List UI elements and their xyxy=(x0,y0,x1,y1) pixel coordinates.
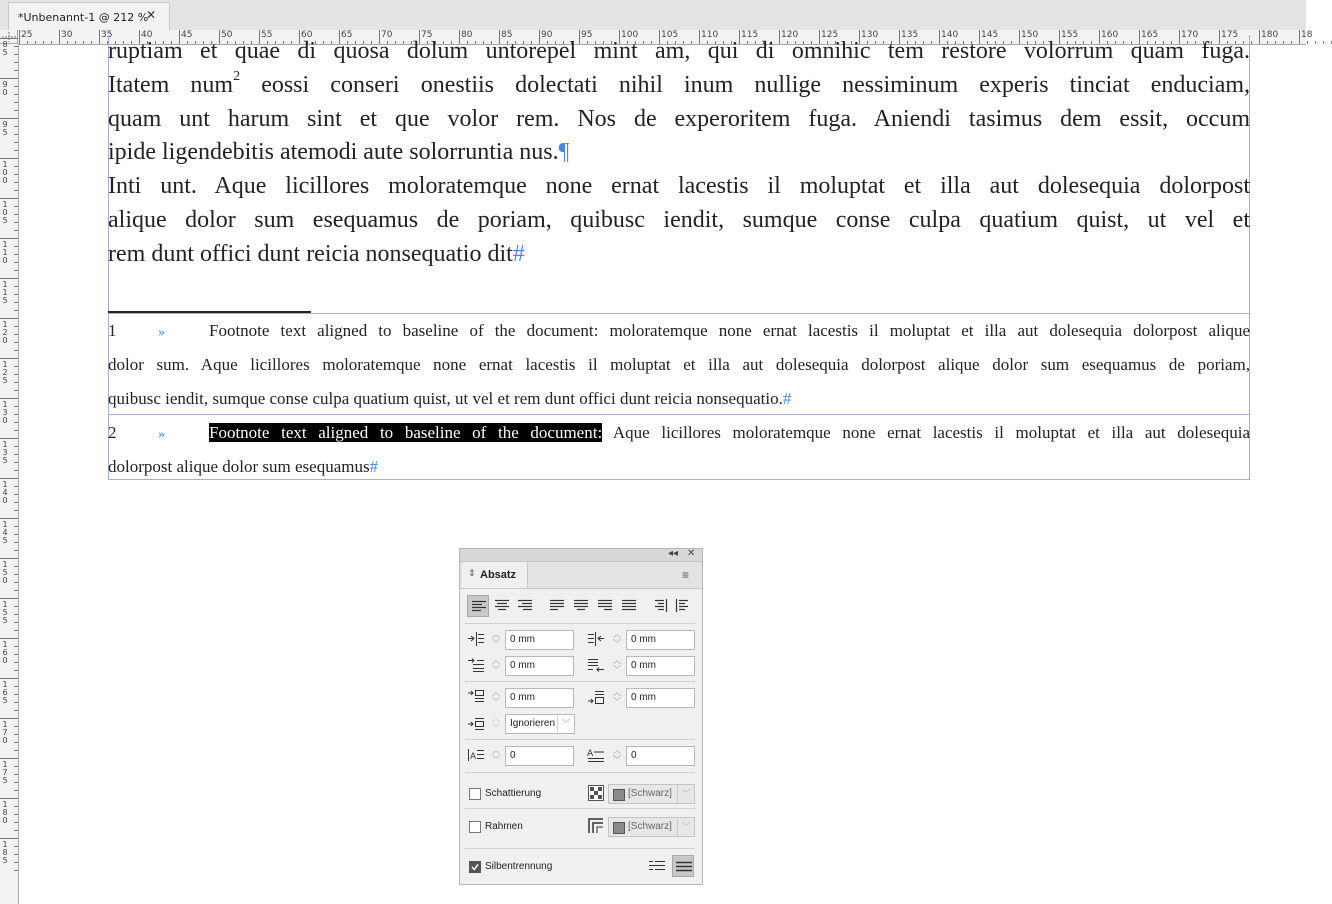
ruler-tick xyxy=(14,350,18,351)
ruler-tick xyxy=(14,726,18,727)
ruler-label: 1 5 0 xyxy=(2,560,8,585)
ruler-tick xyxy=(14,686,18,687)
ruler-tick xyxy=(14,822,18,823)
ruler-tick xyxy=(14,830,18,831)
ruler-tick xyxy=(14,622,18,623)
ruler-label: 110 xyxy=(701,30,719,40)
footnote-number: 2 xyxy=(108,423,117,442)
ruler-tick xyxy=(14,470,18,471)
ruler-tick xyxy=(0,598,18,599)
right-indent-field[interactable]: 0 mm xyxy=(626,630,695,650)
ruler-label: 1 3 5 xyxy=(2,440,8,465)
panel-divider xyxy=(465,681,695,682)
chevron-down-icon[interactable]: ﹀ xyxy=(557,715,574,733)
ruler-tick xyxy=(14,766,18,767)
ruler-label: 1 1 0 xyxy=(2,240,8,265)
body-text[interactable] xyxy=(108,35,1250,272)
align-to-grid-select[interactable] xyxy=(505,714,575,734)
left-indent-icon xyxy=(467,631,485,647)
ruler-label: 140 xyxy=(941,30,959,40)
ruler-label: 75 xyxy=(421,30,433,40)
ruler-tick xyxy=(14,374,18,375)
drop-cap-lines-field[interactable]: 0 xyxy=(505,746,574,766)
body-line: ruptiam et quae di quosa dolum untorepel mint am, qui di omnihic tem restore volorrum quam fuga. xyxy=(108,38,1250,64)
ruler-tick xyxy=(14,670,18,671)
ruler-tick xyxy=(14,606,18,607)
ruler-tick xyxy=(59,30,60,44)
body-line: rem dunt offici dunt reicia nonsequatio dit# xyxy=(108,240,525,267)
ruler-tick xyxy=(14,142,18,143)
shading-color-select[interactable] xyxy=(608,784,695,804)
ruler-label: 18 xyxy=(1301,30,1313,40)
ruler-tick xyxy=(0,798,18,799)
ruler-tick xyxy=(14,662,18,663)
border-color-select[interactable] xyxy=(608,817,695,837)
body-line: quam unt harum sint et que volor rem. Nos de experoritem fuga. Aniendi tasimus dem essit, occum xyxy=(108,105,1250,132)
document-tab-title: *Unbenannt-1 @ 212 % xyxy=(18,11,149,24)
last-line-indent-icon xyxy=(587,657,605,673)
vertical-ruler[interactable] xyxy=(0,40,19,904)
ruler-tick xyxy=(0,838,18,839)
drop-cap-chars-stepper[interactable]: ︿ ﹀ xyxy=(613,746,621,764)
ruler-label: 115 xyxy=(741,30,759,40)
ruler-tick xyxy=(14,782,18,783)
svg-text:A: A xyxy=(470,752,477,762)
ruler-tick xyxy=(14,294,18,295)
ruler-tick xyxy=(14,430,18,431)
footnote-1[interactable] xyxy=(108,314,1250,416)
ruler-tick xyxy=(14,382,18,383)
space-after-icon xyxy=(587,689,605,705)
color-swatch xyxy=(613,789,625,801)
ruler-tick xyxy=(14,262,18,263)
align-right-button[interactable] xyxy=(514,595,536,617)
ruler-label: 100 xyxy=(621,30,639,40)
space-before-stepper[interactable]: ︿ ﹀ xyxy=(492,688,500,706)
last-line-indent-stepper[interactable]: ︿ ﹀ xyxy=(613,656,621,674)
footnote-divider xyxy=(108,414,1250,415)
space-before-icon xyxy=(467,689,485,705)
ruler-label: 1 5 5 xyxy=(2,600,8,625)
ruler-tick xyxy=(0,398,18,399)
ruler-tick xyxy=(14,814,18,815)
ruler-tick xyxy=(1307,41,1308,44)
panel-tab-row xyxy=(460,562,702,589)
ruler-tick xyxy=(14,214,18,215)
ruler-tick xyxy=(14,126,18,127)
ruler-tick xyxy=(14,390,18,391)
ruler-tick xyxy=(43,41,44,44)
ruler-tick xyxy=(0,518,18,519)
footnote-line: 1 » Footnote text aligned to baseline of the document: moloratemque none ernat lacestis il moluptat et illa aut dolesequia dolorpost alique xyxy=(108,314,1250,348)
ruler-tick xyxy=(0,638,18,639)
ruler-tick xyxy=(14,70,18,71)
ruler-label: 1 6 0 xyxy=(2,640,8,665)
shading-color-value: [Schwarz] xyxy=(628,788,672,799)
svg-text:A: A xyxy=(587,749,594,759)
ruler-tick xyxy=(0,478,18,479)
ruler-tick xyxy=(14,806,18,807)
drop-cap-lines-stepper[interactable]: ︿ ﹀ xyxy=(492,746,500,764)
panel-title: Absatz xyxy=(480,569,517,581)
ruler-label: 1 2 0 xyxy=(2,320,8,345)
justify-left-button[interactable] xyxy=(546,595,568,617)
ruler-tick xyxy=(14,310,18,311)
drop-cap-lines-icon xyxy=(467,747,485,763)
hyphenation-checkbox[interactable] xyxy=(469,861,481,873)
panel-menu-icon[interactable]: ≡ xyxy=(682,568,690,582)
ruler-tick xyxy=(0,118,18,119)
ruler-tick xyxy=(14,406,18,407)
ruler-label: 1 7 0 xyxy=(2,720,8,745)
ruler-tick xyxy=(14,582,18,583)
ruler-tick xyxy=(14,222,18,223)
panel-divider xyxy=(465,848,695,849)
ruler-tick xyxy=(14,230,18,231)
ruler-tick xyxy=(91,41,92,44)
ruler-tick xyxy=(0,278,18,279)
ruler-tick xyxy=(14,166,18,167)
first-line-indent-stepper[interactable]: ︿ ﹀ xyxy=(492,656,500,674)
ruler-tick xyxy=(99,30,100,44)
ruler-tick xyxy=(0,358,18,359)
ruler-tick xyxy=(14,86,18,87)
ruler-tick xyxy=(14,870,18,871)
ruler-label: 1 8 0 xyxy=(2,800,8,825)
ruler-tick xyxy=(14,446,18,447)
ruler-tick xyxy=(14,150,18,151)
border-icon xyxy=(588,818,604,834)
ruler-tick xyxy=(0,758,18,759)
ruler-tick xyxy=(14,326,18,327)
ruler-tick xyxy=(14,614,18,615)
ruler-tick xyxy=(0,558,18,559)
ruler-tick xyxy=(14,846,18,847)
color-swatch xyxy=(613,822,625,834)
paragraph-panel[interactable] xyxy=(459,548,703,885)
body-line: ipide ligendebitis atemodi aute solorruntia nus.¶ xyxy=(108,139,570,166)
ruler-tick xyxy=(14,94,18,95)
ruler-label: 1 4 0 xyxy=(2,480,8,505)
ruler-tick xyxy=(14,462,18,463)
ruler-tick xyxy=(14,254,18,255)
checkmark-icon xyxy=(470,862,480,872)
ruler-tick xyxy=(14,646,18,647)
ruler-tick xyxy=(14,566,18,567)
align-to-grid-stepper[interactable]: ︿ ﹀ xyxy=(492,714,500,732)
justify-right-button[interactable] xyxy=(594,595,616,617)
paragraph-composer-button[interactable] xyxy=(672,855,694,877)
ruler-tick xyxy=(14,790,18,791)
ruler-label: 40 xyxy=(141,30,153,40)
right-indent-icon xyxy=(587,631,605,647)
ruler-tick xyxy=(51,41,52,44)
body-line: alique dolor sum esequamus de poriam, quibusc iendit, sumque conse culpa quatium quist, ut vel et xyxy=(108,206,1250,233)
footnote-line: dolorpost alique dolor sum esequamus# xyxy=(108,457,379,476)
align-left-button[interactable] xyxy=(467,595,489,617)
ruler-tick xyxy=(14,110,18,111)
ruler-label: 1 4 5 xyxy=(2,520,8,545)
space-after-stepper[interactable]: ︿ ﹀ xyxy=(613,688,621,706)
ruler-tick xyxy=(0,38,18,39)
collapse-panel-icon[interactable]: ◂◂ xyxy=(668,548,679,559)
ruler-tick xyxy=(14,46,18,47)
ruler-tick xyxy=(19,30,20,44)
ruler-tick xyxy=(0,238,18,239)
panel-divider xyxy=(465,808,695,809)
end-of-story-icon: # xyxy=(782,389,792,408)
ruler-tick xyxy=(14,102,18,103)
ruler-tick xyxy=(14,302,18,303)
ruler-tick xyxy=(1251,41,1252,44)
ruler-tick xyxy=(14,190,18,191)
ruler-label: 160 xyxy=(1101,30,1119,40)
ruler-tick xyxy=(14,510,18,511)
close-panel-icon[interactable]: ✕ xyxy=(687,548,696,559)
shading-label: Schattierung xyxy=(485,788,542,799)
ruler-tick xyxy=(67,41,68,44)
ruler-label: 155 xyxy=(1061,30,1079,40)
footnote-line: quibusc iendit, sumque conse culpa quatium quist, ut vel et rem dunt offici dunt reicia nonsequatio.# xyxy=(108,389,792,408)
ruler-tick xyxy=(0,718,18,719)
footnote-number: 1 xyxy=(108,321,117,340)
chevron-down-icon[interactable]: ﹀ xyxy=(677,785,694,803)
ruler-tick xyxy=(14,422,18,423)
ruler-tick xyxy=(14,710,18,711)
ruler-tick xyxy=(14,750,18,751)
ruler-tick xyxy=(14,542,18,543)
first-line-indent-field[interactable]: 0 mm xyxy=(505,656,574,676)
border-label: Rahmen xyxy=(485,821,523,832)
footnote-line: 2 » Footnote text aligned to baseline of the document: Aque licillores moloratemque none ernat lacestis il moluptat et illa aut dolesequia xyxy=(108,416,1250,450)
align-center-button[interactable] xyxy=(491,595,513,617)
tab-marker-icon: » xyxy=(158,427,165,442)
ruler-label: 1 0 5 xyxy=(2,200,8,225)
ruler-label: 9 5 xyxy=(2,120,8,137)
ruler-tick xyxy=(14,534,18,535)
ruler-tick xyxy=(1259,30,1260,44)
ruler-tick xyxy=(14,574,18,575)
ruler-tick xyxy=(0,198,18,199)
ruler-tick xyxy=(14,742,18,743)
ruler-label: 1 8 5 xyxy=(2,840,8,865)
hyphenation-label: Silbentrennung xyxy=(485,861,553,872)
superscript-marker: 2 xyxy=(233,68,241,84)
ruler-tick xyxy=(75,41,76,44)
ruler-label: 30 xyxy=(61,30,73,40)
ruler-tick xyxy=(14,206,18,207)
expand-icon[interactable]: ⇕ xyxy=(468,568,476,578)
panel-divider xyxy=(465,772,695,773)
justify-center-button[interactable] xyxy=(570,595,592,617)
ruler-tick xyxy=(14,54,18,55)
ruler-label: 130 xyxy=(861,30,879,40)
ruler-label: 25 xyxy=(21,30,33,40)
ruler-label: 55 xyxy=(261,30,273,40)
ruler-tick xyxy=(14,246,18,247)
ruler-tick xyxy=(14,454,18,455)
ruler-tick xyxy=(14,550,18,551)
ruler-tick xyxy=(27,41,28,44)
ruler-label: 175 xyxy=(1221,30,1239,40)
end-of-story-icon: # xyxy=(369,457,379,476)
ruler-tick xyxy=(14,174,18,175)
ruler-label: 90 xyxy=(541,30,553,40)
ruler-label: 135 xyxy=(901,30,919,40)
ruler-tick xyxy=(14,62,18,63)
ruler-tick xyxy=(14,414,18,415)
justify-all-button[interactable] xyxy=(618,595,640,617)
ruler-tick xyxy=(14,526,18,527)
left-indent-field[interactable]: 0 mm xyxy=(505,630,574,650)
left-indent-stepper[interactable]: ︿ ﹀ xyxy=(492,630,500,648)
space-before-field[interactable]: 0 mm xyxy=(505,688,574,708)
ruler-tick xyxy=(1283,41,1284,44)
ruler-label: 180 xyxy=(1261,30,1279,40)
ruler-tick xyxy=(14,734,18,735)
ruler-tick xyxy=(14,702,18,703)
end-of-story-icon: # xyxy=(512,240,525,267)
align-to-grid-value: Ignorieren xyxy=(510,718,556,729)
ruler-label: 170 xyxy=(1181,30,1199,40)
ruler-label: 8 5 xyxy=(2,40,8,57)
space-after-field[interactable]: 0 mm xyxy=(626,688,695,708)
ruler-tick xyxy=(1315,41,1316,44)
border-checkbox[interactable] xyxy=(469,821,481,833)
ruler-label: 65 xyxy=(341,30,353,40)
ruler-label: 80 xyxy=(461,30,473,40)
panel-divider xyxy=(465,623,695,624)
ruler-tick xyxy=(83,41,84,44)
drop-cap-chars-field[interactable]: 0 xyxy=(626,746,695,766)
selected-text[interactable]: Footnote text aligned to baseline of the document: xyxy=(209,423,603,442)
ruler-tick xyxy=(1291,41,1292,44)
ruler-tick xyxy=(14,286,18,287)
right-indent-stepper[interactable]: ︿ ﹀ xyxy=(613,630,621,648)
ruler-tick xyxy=(14,774,18,775)
ruler-label: 105 xyxy=(661,30,679,40)
ruler-tick xyxy=(1275,41,1276,44)
close-tab-icon[interactable]: ✕ xyxy=(146,8,157,22)
ruler-tick xyxy=(0,678,18,679)
ruler-tick xyxy=(14,182,18,183)
panel-divider xyxy=(465,739,695,740)
ruler-tick xyxy=(14,854,18,855)
shading-icon xyxy=(588,785,604,801)
footnote-2[interactable] xyxy=(108,416,1250,484)
ruler-label: 35 xyxy=(101,30,113,40)
ruler-label: 50 xyxy=(221,30,233,40)
ruler-tick xyxy=(14,654,18,655)
first-line-indent-icon xyxy=(467,657,485,673)
ruler-label: 125 xyxy=(821,30,839,40)
ruler-label: 60 xyxy=(301,30,313,40)
ruler-tick xyxy=(14,862,18,863)
single-line-composer-button[interactable] xyxy=(646,855,668,877)
ruler-tick xyxy=(0,318,18,319)
ruler-label: 1 3 0 xyxy=(2,400,8,425)
pilcrow-icon: ¶ xyxy=(558,139,570,166)
ruler-tick xyxy=(14,494,18,495)
shading-checkbox[interactable] xyxy=(469,788,481,800)
tab-marker-icon: » xyxy=(158,325,165,340)
panel-title-bar[interactable] xyxy=(460,549,702,562)
last-line-indent-field[interactable]: 0 mm xyxy=(626,656,695,676)
ruler-label: 120 xyxy=(781,30,799,40)
ruler-tick xyxy=(1323,41,1324,44)
ruler-label: 95 xyxy=(581,30,593,40)
ruler-tick xyxy=(14,694,18,695)
ruler-label: 165 xyxy=(1141,30,1159,40)
footnote-line: dolor sum. Aque licillores moloratemque none ernat lacestis il moluptat et illa aut dolesequia dolorpost alique dolor sum esequamus de poriam, xyxy=(108,355,1250,374)
ruler-tick xyxy=(14,630,18,631)
ruler-tick xyxy=(1267,41,1268,44)
tab-absatz[interactable] xyxy=(462,562,528,588)
ruler-label: 1 0 0 xyxy=(2,160,8,185)
ruler-tick xyxy=(14,502,18,503)
ruler-tick xyxy=(14,366,18,367)
ruler-tick xyxy=(14,590,18,591)
chevron-down-icon[interactable]: ﹀ xyxy=(677,818,694,836)
align-away-from-spine-button[interactable] xyxy=(672,595,694,617)
ruler-label: 1 1 5 xyxy=(2,280,8,305)
ruler-label: 1 6 5 xyxy=(2,680,8,705)
ruler-tick xyxy=(14,486,18,487)
border-color-value: [Schwarz] xyxy=(628,821,672,832)
ruler-label: 45 xyxy=(181,30,193,40)
ruler-label: 85 xyxy=(501,30,513,40)
ruler-tick xyxy=(14,342,18,343)
ruler-tick xyxy=(14,134,18,135)
document-tab-bar xyxy=(0,0,1306,31)
align-to-grid-icon xyxy=(467,716,485,732)
body-line: Inti unt. Aque licillores moloratemque none ernat lacestis il moluptat et illa aut dolesequia dolorpost xyxy=(108,173,1250,200)
ruler-tick xyxy=(0,158,18,159)
ruler-tick xyxy=(35,41,36,44)
document-tab[interactable] xyxy=(8,2,170,30)
ruler-label: 70 xyxy=(381,30,393,40)
ruler-tick xyxy=(14,334,18,335)
body-line: Itatem num$^2$ eossi conseri onestiis dolectati nihil inum nullige nessiminum experis tinciat enduciam, xyxy=(108,68,1251,98)
drop-cap-chars-icon xyxy=(587,747,605,763)
ruler-tick xyxy=(0,78,18,79)
ruler-tick xyxy=(14,270,18,271)
ruler-label: 1 7 5 xyxy=(2,760,8,785)
ruler-label: 9 0 xyxy=(2,80,8,97)
ruler-tick xyxy=(0,438,18,439)
align-towards-spine-button[interactable] xyxy=(649,595,671,617)
ruler-tick xyxy=(1299,30,1300,44)
ruler-label: 1 2 5 xyxy=(2,360,8,385)
ruler-label: 145 xyxy=(981,30,999,40)
ruler-label: 150 xyxy=(1021,30,1039,40)
